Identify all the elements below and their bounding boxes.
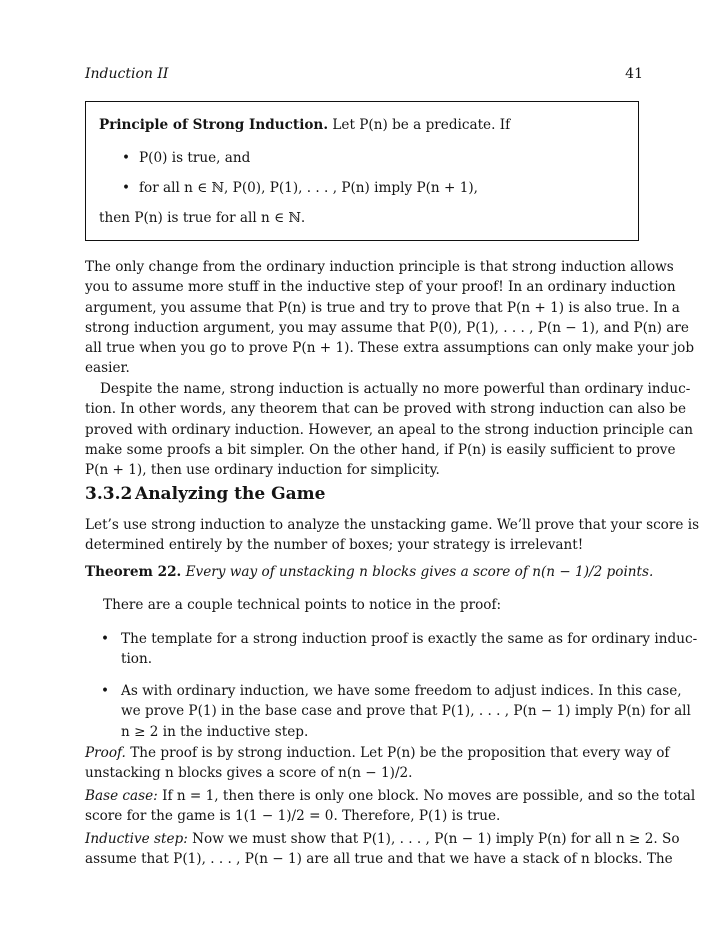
text-line: Let’s use strong induction to analyze the unstacking game. We’ll prove that your score is	[85, 517, 700, 533]
text-line: unstacking n blocks gives a score of n(n − 1)/2.	[85, 765, 413, 782]
proof-label: Proof.	[85, 745, 126, 761]
bullet-icon: •	[122, 150, 131, 166]
inductive-step-paragraph	[85, 829, 680, 870]
bullet-icon: •	[101, 631, 110, 647]
text-line: tion.	[121, 651, 153, 668]
page-number: 41	[625, 66, 643, 82]
principle-conclusion: then P(n) is true for all n ∈ ℕ.	[99, 210, 306, 226]
text-line: all true when you go to prove P(n + 1). These extra assumptions can only make your job	[85, 340, 695, 357]
theorem-label: Theorem 22.	[85, 564, 182, 580]
principle-bullet-1-text: P(0) is true, and	[139, 150, 251, 166]
bullet-icon: •	[122, 180, 131, 196]
text-line: Despite the name, strong induction is actually no more powerful than ordinary induc-	[100, 381, 691, 397]
principle-bullet-2-text: for all n ∈ ℕ, P(0), P(1), . . . , P(n) imply P(n + 1),	[139, 180, 478, 196]
base-case-label: Base case:	[85, 788, 158, 804]
proof-paragraph	[85, 743, 670, 784]
paragraph-technical-points: There are a couple technical points to notice in the proof:	[103, 597, 502, 613]
section-heading	[85, 484, 325, 504]
header-title: Induction II	[85, 66, 169, 82]
bullet-icon: •	[101, 683, 110, 699]
proof-text: The proof is by strong induction. Let P(n) be the proposition that every way of	[130, 745, 670, 761]
base-case-paragraph	[85, 786, 696, 827]
text-line	[85, 786, 696, 806]
list-item-text	[121, 681, 691, 742]
base-case-text: If n = 1, then there is only one block. No moves are possible, and so the total	[162, 788, 696, 804]
principle-intro: Let P(n) be a predicate. If	[332, 117, 511, 133]
text-line: assume that P(1), . . . , P(n − 1) are all true and that we have a stack of n blocks. The	[85, 851, 673, 868]
text-line: argument, you assume that P(n) is true and try to prove that P(n + 1) is also true. In a	[85, 299, 680, 316]
text-line: you to assume more stuff in the inductive step of your proof! In an ordinary induction	[85, 279, 676, 296]
text-line	[85, 743, 670, 763]
paragraph-analyze-game	[85, 515, 700, 556]
principle-heading: Principle of Strong Induction.	[99, 117, 329, 133]
principle-heading-line	[99, 117, 510, 133]
strong-induction-principle-box	[85, 101, 639, 241]
text-line: P(n + 1), then use ordinary induction for simplicity.	[85, 462, 440, 479]
principle-bullet-2	[122, 180, 478, 196]
text-line: strong induction argument, you may assume that P(0), P(1), . . . , P(n − 1), and P(n) are	[85, 319, 689, 336]
text-line: tion. In other words, any theorem that can be proved with strong induction can also be	[85, 401, 687, 418]
paragraph-strong-vs-ordinary	[85, 257, 695, 379]
text-line: The template for a strong induction proof is exactly the same as for ordinary induc-	[121, 631, 698, 647]
inductive-step-text: Now we must show that P(1), . . . , P(n − 1) imply P(n) for all n ≥ 2. So	[192, 831, 680, 847]
text-line: score for the game is 1(1 − 1)/2 = 0. Therefore, P(1) is true.	[85, 808, 501, 825]
section-number: 3.3.2	[85, 484, 133, 504]
inductive-step-label: Inductive step:	[85, 831, 188, 847]
section-title: Analyzing the Game	[135, 484, 326, 504]
text-line: determined entirely by the number of boxes; your strategy is irrelevant!	[85, 537, 584, 554]
paragraph-despite-the-name	[85, 379, 694, 480]
theorem-statement: Every way of unstacking n blocks gives a score of n(n − 1)/2 points.	[185, 564, 654, 580]
text-line: proved with ordinary induction. However, an apeal to the strong induction principle can	[85, 421, 694, 438]
text-line: easier.	[85, 360, 130, 377]
text-line: The only change from the ordinary induction principle is that strong induction allows	[85, 259, 674, 275]
text-line	[85, 829, 680, 849]
text-line: make some proofs a bit simpler. On the other hand, if P(n) is easily sufficient to prove	[85, 441, 676, 458]
list-item-text	[121, 629, 698, 670]
theorem-22	[85, 564, 653, 580]
text-line: As with ordinary induction, we have some freedom to adjust indices. In this case,	[121, 683, 682, 699]
running-header	[85, 66, 643, 86]
principle-bullet-1	[122, 150, 250, 166]
text-line: n ≥ 2 in the inductive step.	[121, 723, 309, 740]
text-line: we prove P(1) in the base case and prove that P(1), . . . , P(n − 1) imply P(n) for all	[121, 703, 691, 720]
